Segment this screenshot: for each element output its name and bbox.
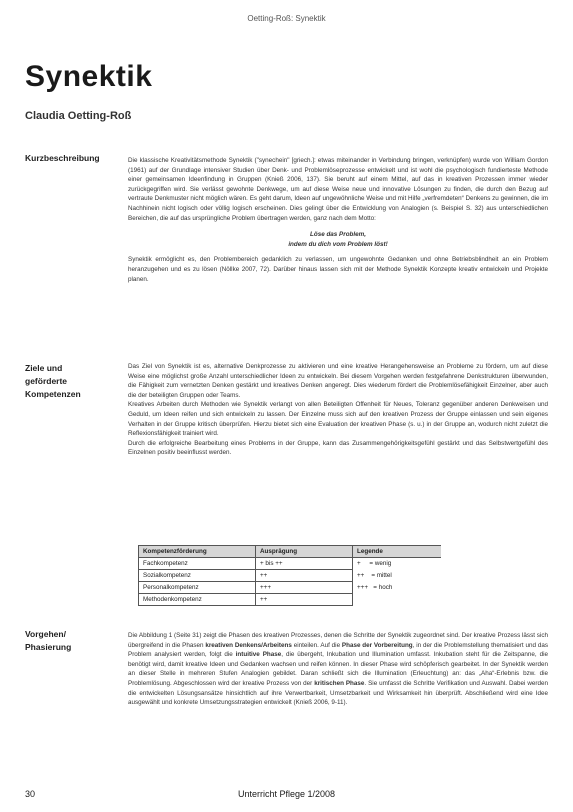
table-cell: Methodenkompetenz xyxy=(139,594,256,606)
paragraph: Durch die erfolgreiche Bearbeitung eines Problems in der Gruppe, kann das Zusammengehörigkeitsgefühl gestärkt und das Selbstwertgefühl des Einzelnen positiv beeinflusst werden. xyxy=(128,439,548,457)
section-label-line: Kompetenzen xyxy=(25,389,81,399)
paragraph xyxy=(128,631,548,708)
page-number: 30 xyxy=(25,789,36,799)
text-run: , die übergeht, Inkubation und Illumination umfasst. Inkubation steht für die Zeitspanne, die benötigt wird, damit kreative Ideen und Gedanken wachsen und reifen können. In dieser Phase wird schöpferisch gearbeitet. In der Synektik werden an dieser Stelle in mehreren Stufen Analogien gebildet. Daran schließt sich die Illumination (Erleuchtung) an: das „Aha“-Erlebnis bzw. die Problemlösung. Abgeschlossen wird der kreative Prozess von der xyxy=(128,651,548,687)
paragraph: Kreatives Arbeiten durch Methoden wie Synektik verlangt von allen Beteiligten Offenheit für Neues, Toleranz gegenüber anderen Denkweisen und Geduld, um Ideen reifen und sich entwickeln zu lassen. Der Einzelne muss sich auf den kreativen Prozess der Gruppe einlassen und sein eigenes Verhalten in der Gruppe kritisch überprüfen. Hierzu bietet sich eine Evaluation der kreativen Phase (s. u.) in der Gruppe an, wodurch nicht zuletzt die Reflexionsfähigkeit trainiert wird. xyxy=(128,401,548,438)
legend-cell: + = wenig xyxy=(357,560,392,568)
page-title: Synektik xyxy=(25,60,153,93)
table-cell: Sozialkompetenz xyxy=(139,570,256,582)
legend-cell xyxy=(353,594,442,606)
section-body-vorgehen xyxy=(128,631,548,715)
text-run: . Sie umfasst die Schritte Verifikation und Auswahl. Dabei werden die entwickelten Lösungsansätze hinsichtlich auf ihre Verwertbarkeit, Umsetzbarkeit und Wirksamkeit hin überprüft. Abschließend wird eine Idee ausgewählt und konkrete Umsetzungsstrategien entwickelt (Knieß 2006, 9-11). xyxy=(128,679,548,707)
competence-table xyxy=(138,545,441,606)
table-row xyxy=(139,558,442,570)
section-label-kurzbeschreibung xyxy=(25,152,115,165)
table-cell: + bis ++ xyxy=(256,558,353,570)
table-header-cell: Kompetenzförderung xyxy=(139,546,256,558)
table-cell: ++ xyxy=(256,570,353,582)
motto-line: Löse das Problem, xyxy=(310,231,366,239)
paragraph: Das Ziel von Synektik ist es, alternative Denkprozesse zu aktivieren und eine kreative Herangehensweise an Probleme zu fördern, um auf diese Weise eine möglichst große Anzahl unterschiedlicher Ideen zu entwickeln. Bei diesem Vorgehen werden festgefahrene Denkstrukturen überwunden, die Fähigkeit zum vernetzten Denken gestärkt und kreatives Denken angeregt. Dies wiederum fördert die Problemlösefähigkeit Einzelner, aber auch die der beteiligten Gruppen oder Teams. xyxy=(128,363,548,399)
author: Claudia Oetting-Roß xyxy=(25,110,132,122)
section-label-line: Phasierung xyxy=(25,642,72,652)
table-row xyxy=(139,594,442,606)
section-body-kurzbeschreibung xyxy=(128,156,548,291)
paragraph: Die klassische Kreativitätsmethode Synektik ("synechein" [griech.]: etwas miteinander in Verbindung bringen, verknüpfen) wurde von William Gordon (1961) auf der Grundlage intensiver Studien über Denk- und Problemlöseprozesse entwickelt und ist wohl die psychologisch fundierteste Methode einer gemeinsamen Ideenfindung in Gruppen (Knieß 2006, 137). Sie beruht auf einem Mittel, auf das in kreativen Prozessen immer wieder zurückgegriffen wird. Sie verlässt gewohnte Denkwege, um auf diese Weise neue und innovative Lösungen zu finden, die durch den Bezug auf vertraute Denkmuster nicht möglich wären. Es geht darum, Ideen auf ungewöhnliche Weise und mit Hilfe „verfremdeten“ Denkens zu gewinnen, die im Nachhinein nicht logisch oder völlig logisch erscheinen. Dies gelingt über die Entwicklung von Analogien (s. Beispiel S. 32) aus unterschiedlichen Bereichen, die auf das ursprüngliche Problem übertragen werden, ganz nach dem Motto: xyxy=(128,157,548,222)
running-head: Oetting-Roß: Synektik xyxy=(247,14,326,23)
section-label-line: geförderte xyxy=(25,376,68,386)
emphasis: Phase der Vorbereitung xyxy=(341,641,413,649)
section-label-line: Ziele und xyxy=(25,363,63,373)
legend-cell: ++ = mittel xyxy=(357,572,392,579)
table-header-cell: Legende xyxy=(353,546,442,558)
table-cell: Fachkompetenz xyxy=(139,558,256,570)
section-label-ziele xyxy=(25,362,115,401)
text-run: , in der die Problemstellung thematisiert und das Problem analysiert werden, folgt die xyxy=(128,641,548,659)
section-body-ziele xyxy=(128,362,548,465)
emphasis: intuitive Phase xyxy=(235,651,282,659)
table-header-row xyxy=(139,546,442,558)
text-run: Die Abbildung 1 (Seite 31) zeigt die Phasen des kreativen Prozesses, denen die Schritte der Synektik zugeordnet sind. Der kreative Prozess lässt sich übergreifend in die Phasen xyxy=(128,632,548,649)
table-row xyxy=(139,582,442,594)
paragraph: Synektik ermöglicht es, den Problembereich gedanklich zu verlassen, um ungewohnte Gedanken und ohne Betriebsblindheit an ein Problem heranzugehen und es zu lösen (Nöllke 2007, 72). Darüber hinaus lassen sich mit der Methode Synektik Konzepte kreativ entwickeln und Projekte planen. xyxy=(128,256,548,283)
table-cell: +++ xyxy=(256,582,353,594)
section-label-vorgehen xyxy=(25,628,115,654)
table-cell: ++ xyxy=(256,594,353,606)
motto-line: indem du dich vom Problem löst! xyxy=(288,240,388,248)
emphasis: kreativen Denkens/Arbeitens xyxy=(205,641,292,649)
table-header-cell: Ausprägung xyxy=(256,546,353,558)
motto xyxy=(128,230,548,249)
text-run: einteilen. Auf die xyxy=(291,641,342,649)
legend-cell: +++ = hoch xyxy=(357,584,393,591)
table-row xyxy=(139,570,442,582)
emphasis: kritischen Phase xyxy=(314,679,365,687)
section-label-line: Kurzbeschreibung xyxy=(25,153,100,163)
journal-footer: Unterricht Pflege 1/2008 xyxy=(237,789,336,799)
table-cell: Personalkompetenz xyxy=(139,582,256,594)
section-label-line: Vorgehen/ xyxy=(25,629,66,639)
